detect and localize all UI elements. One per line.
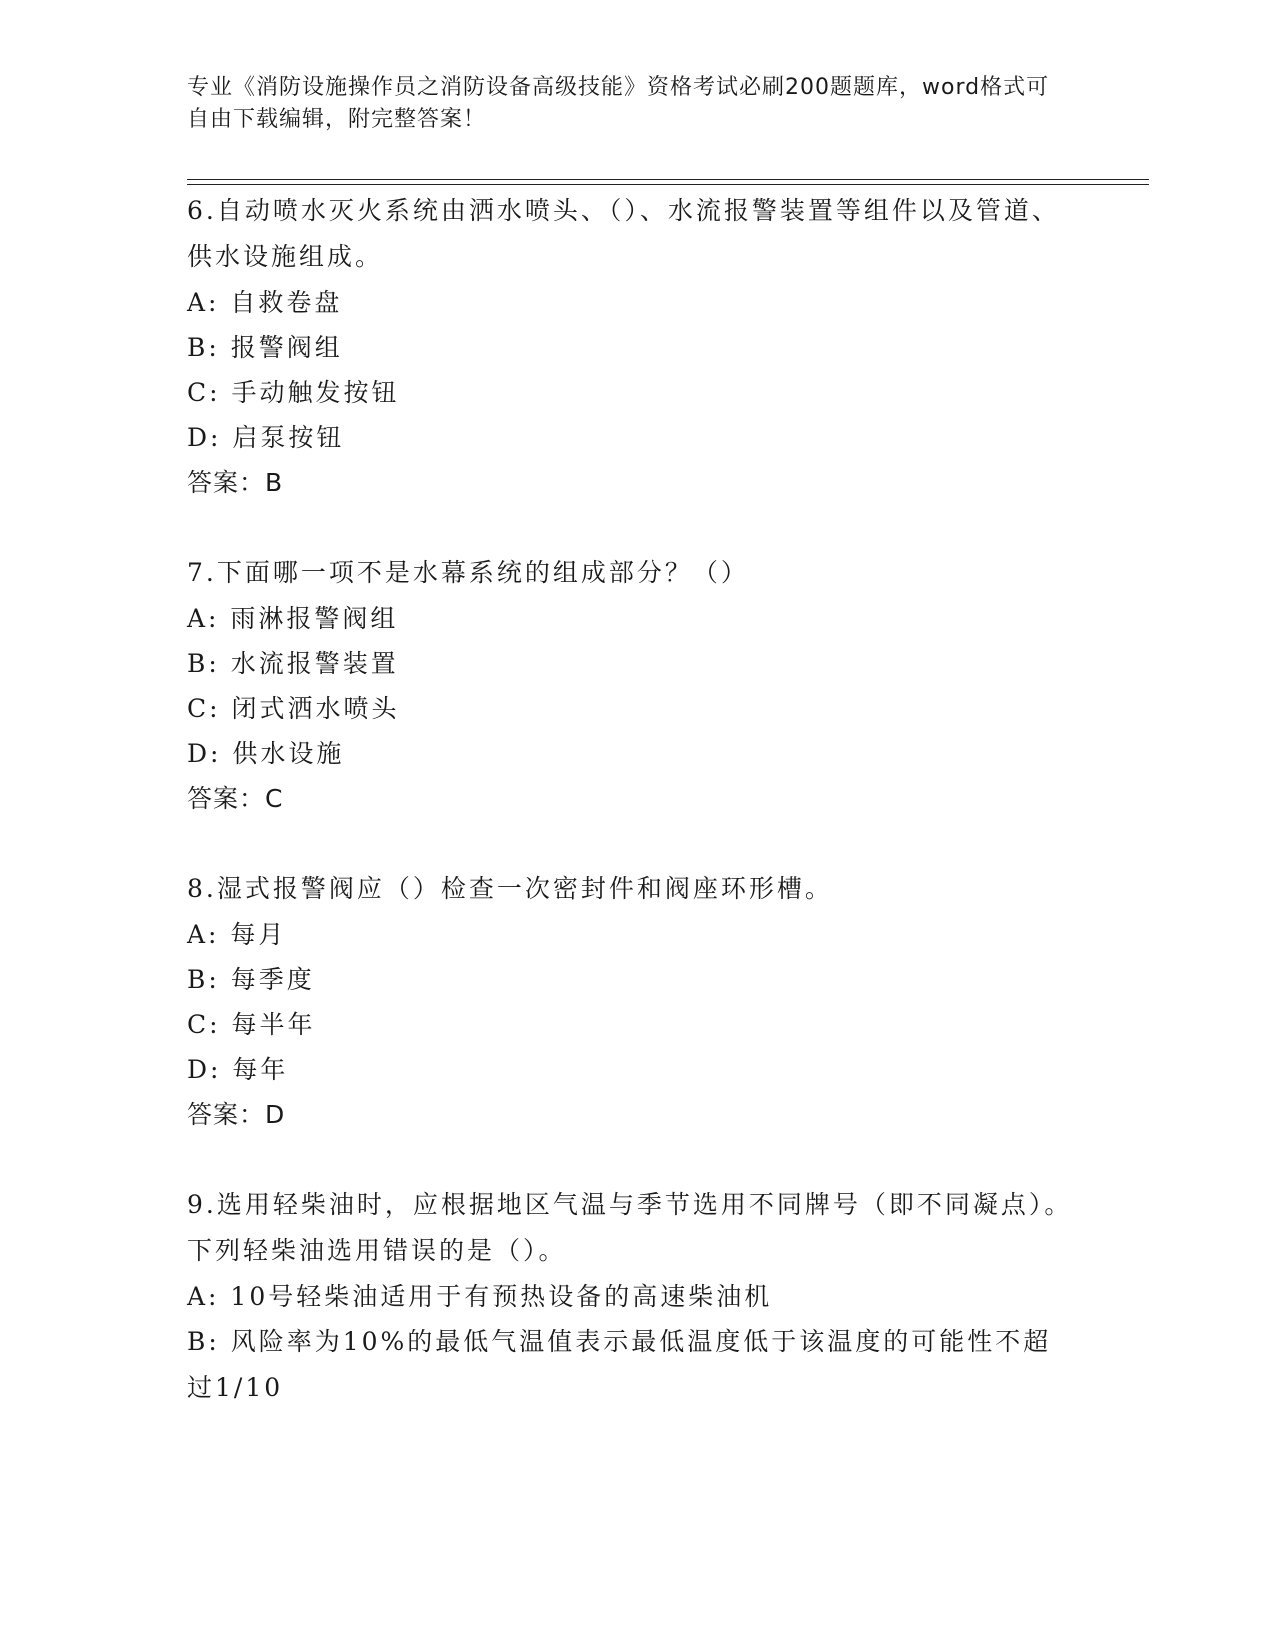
option-d: D: 启泵按钮: [187, 423, 345, 452]
spacer: [187, 822, 1077, 866]
question-8: [187, 866, 1077, 1138]
option-b: B: 每季度: [187, 965, 315, 994]
spacer: [187, 1138, 1077, 1182]
option-b: B: 报警阀组: [187, 333, 343, 362]
document-header: 专业《消防设施操作员之消防设备高级技能》资格考试必刷200题题库，word格式可自由下载编辑，附完整答案！: [187, 75, 1050, 132]
spacer: [187, 506, 1077, 550]
question-text: 7.下面哪一项不是水幕系统的组成部分？（）: [187, 558, 749, 587]
option-d: D: 供水设施: [187, 739, 345, 768]
question-list: [187, 188, 1077, 1411]
question-text: 8.湿式报警阀应（）检查一次密封件和阀座环形槽。: [187, 874, 833, 903]
question-text: 6.自动喷水灭火系统由洒水喷头、（）、水流报警装置等组件以及管道、供水设施组成。: [187, 196, 1060, 271]
option-a: A: 每月: [187, 920, 287, 949]
option-a: A: 10号轻柴油适用于有预热设备的高速柴油机: [187, 1282, 773, 1311]
answer-line: 答案：B: [187, 468, 284, 497]
question-7: [187, 550, 1077, 822]
question-text: 9.选用轻柴油时，应根据地区气温与季节选用不同牌号（即不同凝点）。下列轻柴油选用错误的是（）。: [187, 1190, 1073, 1265]
header-divider-top: [187, 179, 1149, 180]
question-6: [187, 188, 1077, 506]
option-a: A: 自救卷盘: [187, 288, 343, 317]
option-c: C: 闭式洒水喷头: [187, 694, 400, 723]
option-a: A: 雨淋报警阀组: [187, 604, 399, 633]
answer-line: 答案：C: [187, 784, 284, 813]
question-9: [187, 1182, 1077, 1411]
option-b: B: 水流报警装置: [187, 649, 399, 678]
answer-line: 答案：D: [187, 1100, 286, 1129]
option-c: C: 每半年: [187, 1010, 316, 1039]
header-divider-bottom: [187, 184, 1149, 185]
option-c: C: 手动触发按钮: [187, 378, 400, 407]
option-d: D: 每年: [187, 1055, 289, 1084]
option-b: B: 风险率为10%的最低气温值表示最低温度低于该温度的可能性不超过1/10: [187, 1327, 1052, 1402]
